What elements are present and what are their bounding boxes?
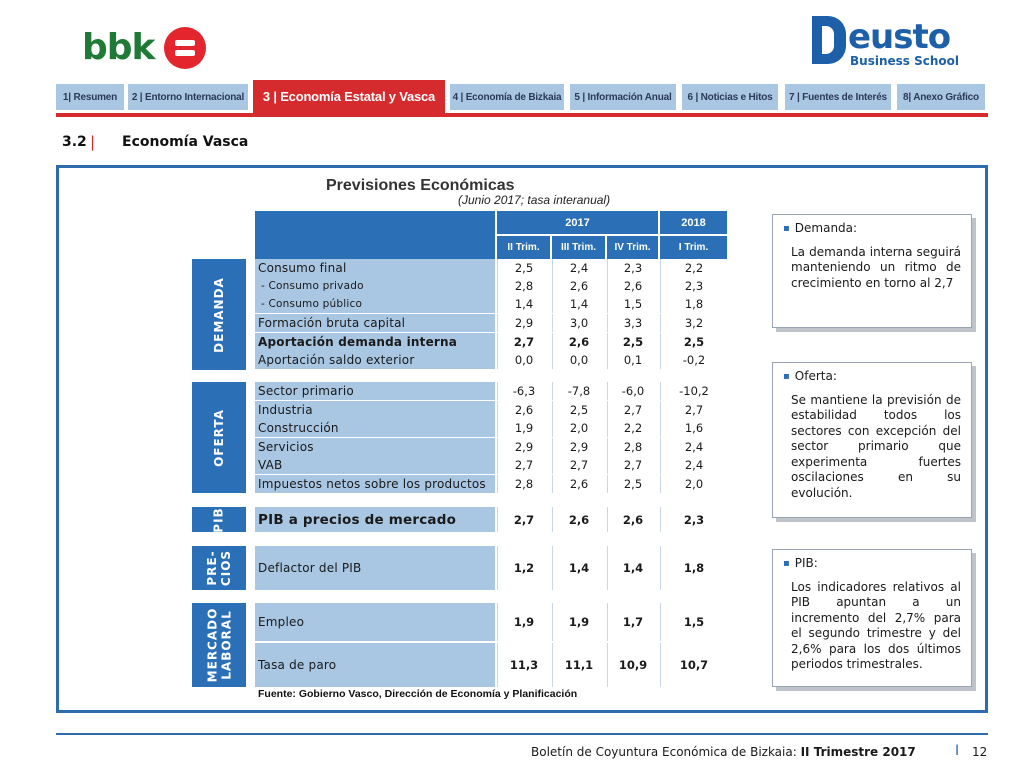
row-value: -6,0: [607, 382, 658, 400]
row-value: 1,5: [660, 603, 727, 641]
row-value: 11,3: [497, 643, 550, 687]
row-label: Tasa de paro: [255, 643, 495, 687]
row-value: 2,6: [552, 333, 605, 351]
row-value: -10,2: [660, 382, 727, 400]
deusto-logo-name: eusto: [848, 17, 951, 57]
row-label: VAB: [255, 456, 495, 474]
row-value: 2,7: [552, 456, 605, 474]
note-demanda-body: La demanda interna seguirá manteniendo un ritmo de crecimiento en torno al 2,7: [791, 244, 961, 290]
row-value: 3,3: [607, 314, 658, 332]
row-label: Formación bruta capital: [255, 314, 495, 332]
row-label: Aportación saldo exterior: [255, 351, 495, 369]
row-value: 2,7: [607, 456, 658, 474]
row-value: 2,6: [552, 507, 605, 532]
row-value: 2,6: [607, 507, 658, 532]
footer-separator: I: [955, 743, 960, 759]
row-label: - Consumo privado: [255, 277, 495, 295]
note-pib-body: Los indicadores relativos al PIB apuntan a un incremento del 2,7% para el segundo trimestre y del 2,6% para los dos últimos periodos trimestrales.: [791, 579, 961, 671]
row-value: 2,5: [660, 333, 727, 351]
table-subtitle: (Junio 2017; tasa interanual): [458, 193, 611, 207]
deusto-d-icon: [812, 16, 846, 64]
row-value: 1,6: [660, 419, 727, 437]
row-value: 1,8: [660, 546, 727, 590]
row-value: -6,3: [497, 382, 550, 400]
section-title: Economía Vasca: [122, 134, 249, 150]
row-value: 3,2: [660, 314, 727, 332]
row-value: 1,8: [660, 295, 727, 313]
bbk-logo: [82, 26, 206, 70]
footer-text: Boletín de Coyuntura Económica de Bizkaia: II Trimestre 2017: [531, 745, 916, 759]
row-value: 2,6: [607, 277, 658, 295]
note-pib-head: PIB:: [794, 556, 818, 570]
row-value: 0,0: [497, 351, 550, 369]
table-title: Previsiones Económicas: [326, 177, 515, 194]
row-value: 1,4: [552, 295, 605, 313]
row-value: 2,5: [607, 333, 658, 351]
group-label-oferta: OFERTA: [192, 382, 246, 493]
row-value: 1,4: [497, 295, 550, 313]
row-value: 2,9: [497, 438, 550, 456]
bullet-icon: ▪: [783, 371, 790, 382]
row-label: Construcción: [255, 419, 495, 437]
row-value: 3,0: [552, 314, 605, 332]
table-header-blank: [255, 211, 495, 259]
header-col-iii-trim: III Trim.: [552, 236, 605, 259]
row-value: 10,9: [607, 643, 658, 687]
footer-divider: [56, 733, 988, 735]
row-label: Sector primario: [255, 382, 495, 400]
row-value: 2,6: [552, 277, 605, 295]
group-label-precios: PRE- CIOS: [192, 546, 246, 590]
row-value: 2,4: [660, 456, 727, 474]
row-value: 1,9: [552, 603, 605, 641]
bbk-logo-mark-icon: [164, 27, 206, 69]
row-value: 1,2: [497, 546, 550, 590]
table-source: Fuente: Gobierno Vasco, Dirección de Economía y Planificación: [258, 688, 578, 700]
row-value: 2,5: [497, 259, 550, 277]
row-value: 2,7: [607, 401, 658, 419]
note-oferta-head: Oferta:: [794, 369, 837, 383]
row-value: 0,0: [552, 351, 605, 369]
deusto-logo: [812, 16, 962, 72]
row-label: Aportación demanda interna: [255, 333, 495, 351]
header-year-2018: 2018: [660, 211, 727, 234]
row-label: Empleo: [255, 603, 495, 641]
tab-resumen[interactable]: 1| Resumen: [56, 84, 124, 110]
row-value: 2,6: [552, 475, 605, 493]
section-nav: [56, 84, 988, 118]
page-number: 12: [972, 745, 988, 759]
header-col-ii-trim: II Trim.: [497, 236, 550, 259]
header-year-2017: 2017: [497, 211, 658, 234]
row-value: 2,3: [660, 277, 727, 295]
row-value: 11,1: [552, 643, 605, 687]
row-value: 1,5: [607, 295, 658, 313]
tab-informacion-anual[interactable]: 5 | Información Anual: [570, 84, 676, 110]
row-value: 1,9: [497, 419, 550, 437]
row-value: 10,7: [660, 643, 727, 687]
row-value: 2,4: [552, 259, 605, 277]
row-value: 1,7: [607, 603, 658, 641]
bbk-logo-text: bbk: [82, 27, 155, 68]
row-label: Impuestos netos sobre los productos: [255, 475, 495, 493]
nav-underline: [56, 113, 988, 117]
row-label: Industria: [255, 401, 495, 419]
row-label: PIB a precios de mercado: [255, 507, 495, 532]
row-value: 2,2: [660, 259, 727, 277]
row-value: 2,0: [660, 475, 727, 493]
group-label-mercado-laboral: MERCADO LABORAL: [192, 603, 246, 687]
row-value: 2,7: [497, 507, 550, 532]
tab-noticias-hitos[interactable]: 6 | Noticias e Hitos: [682, 84, 778, 110]
tab-fuentes-interes[interactable]: 7 | Fuentes de Interés: [785, 84, 891, 110]
header-col-i-trim: I Trim.: [660, 236, 727, 259]
section-separator: |: [90, 133, 96, 151]
bullet-icon: ▪: [783, 558, 790, 569]
row-label: Servicios: [255, 438, 495, 456]
tab-economia-bizkaia[interactable]: 4 | Economía de Bizkaia: [450, 84, 564, 110]
row-value: -0,2: [660, 351, 727, 369]
row-value: -7,8: [552, 382, 605, 400]
row-value: 2,3: [660, 507, 727, 532]
row-value: 2,7: [497, 456, 550, 474]
row-value: 2,3: [607, 259, 658, 277]
note-demanda: [772, 214, 972, 328]
section-number: 3.2: [62, 134, 87, 150]
row-value: 1,4: [607, 546, 658, 590]
row-value: 2,4: [660, 438, 727, 456]
note-pib: [772, 549, 972, 687]
tab-anexo-grafico[interactable]: 8| Anexo Gráfico: [897, 84, 985, 110]
row-value: 2,7: [497, 333, 550, 351]
group-label-pib: PIB: [192, 507, 246, 532]
group-label-demanda: DEMANDA: [192, 259, 246, 370]
row-value: 2,0: [552, 419, 605, 437]
row-value: 2,6: [497, 401, 550, 419]
row-value: 1,9: [497, 603, 550, 641]
tab-entorno-internacional[interactable]: 2 | Entorno Internacional: [128, 84, 248, 110]
note-oferta-body: Se mantiene la previsión de estabilidad todos los sectores con excepción del sector primario que experimenta fuertes oscilaciones en su evolución.: [791, 392, 961, 500]
row-value: 2,8: [607, 438, 658, 456]
row-label: Consumo final: [255, 259, 495, 277]
note-oferta: [772, 362, 972, 518]
row-value: 2,8: [497, 475, 550, 493]
row-value: 2,9: [552, 438, 605, 456]
tab-economia-estatal-vasca[interactable]: 3 | Economía Estatal y Vasca: [253, 80, 445, 113]
row-value: 2,2: [607, 419, 658, 437]
row-label: Deflactor del PIB: [255, 546, 495, 590]
row-value: 2,9: [497, 314, 550, 332]
row-value: 1,4: [552, 546, 605, 590]
note-demanda-head: Demanda:: [794, 221, 858, 235]
deusto-logo-subtitle: Business School: [850, 54, 959, 68]
row-value: 2,5: [552, 401, 605, 419]
row-value: 2,5: [607, 475, 658, 493]
row-value: 2,7: [660, 401, 727, 419]
header-col-iv-trim: IV Trim.: [607, 236, 658, 259]
row-value: 2,8: [497, 277, 550, 295]
row-label: - Consumo público: [255, 295, 495, 313]
row-value: 0,1: [607, 351, 658, 369]
bullet-icon: ▪: [783, 223, 790, 234]
